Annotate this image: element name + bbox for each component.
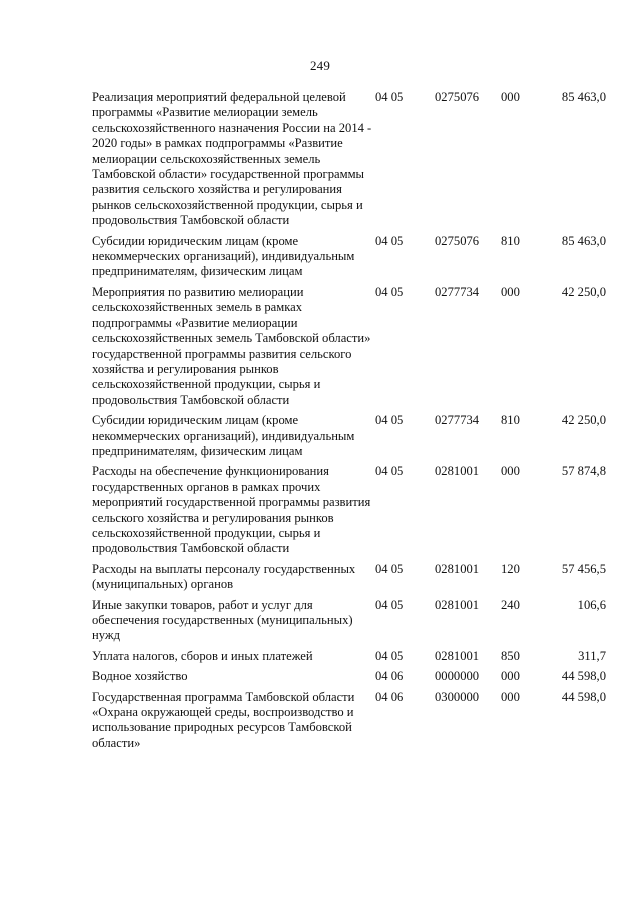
table-row [92,464,606,561]
table-row [92,690,606,757]
row-expense: 000 [501,90,520,104]
row-article: 0300000 [435,689,480,704]
row-section: 04 05 [375,648,404,663]
row-section: 04 05 [375,90,404,104]
row-name: Расходы на обеспечение функционирования государственных органов в рамках прочих мероприятий государственной программы развития сельского хозяйства и регулирования рынков сельскохозяйственной продукции, сырья и продовольствия Тамбовской области [92,464,371,556]
row-section: 04 05 [375,597,404,612]
row-sum: 42 250,0 [561,413,606,428]
row-expense: 240 [501,597,520,612]
row-sum: 85 463,0 [561,233,606,248]
row-section: 04 06 [375,669,404,684]
row-expense: 000 [501,689,520,704]
row-expense: 810 [501,413,520,428]
row-expense: 850 [501,648,520,663]
row-article: 0281001 [435,464,480,479]
row-article: 0000000 [435,669,480,684]
row-section: 04 05 [375,464,404,479]
row-sum: 57 874,8 [561,464,606,479]
row-name: Иные закупки товаров, работ и услуг для обеспечения государственных (муниципальных) нужд [92,597,353,643]
row-sum: 42 250,0 [561,284,606,299]
row-article: 0277734 [435,284,480,299]
row-sum: 85 463,0 [561,90,606,104]
row-name: Уплата налогов, сборов и иных платежей [92,648,313,663]
row-name: Водное хозяйство [92,669,188,684]
row-expense: 000 [501,284,520,299]
row-expense: 000 [501,669,520,684]
row-section: 04 05 [375,561,404,576]
table-row [92,669,606,689]
row-sum: 44 598,0 [561,669,606,684]
row-section: 04 05 [375,284,404,299]
row-article: 0281001 [435,648,480,663]
table-row [92,649,606,669]
row-section: 04 05 [375,413,404,428]
row-sum: 44 598,0 [561,689,606,704]
page-number: 249 [309,58,331,73]
row-sum: 57 456,5 [561,561,606,576]
row-name: Государственная программа Тамбовской области «Охрана окружающей среды, воспроизводство и использование природных ресурсов Тамбовской области» [92,689,355,750]
row-article: 0275076 [435,90,480,104]
row-name: Реализация мероприятий федеральной целевой программы «Развитие мелиорации земель сельскохозяйственного назначения России на 2014 - 2020 годы» в рамках подпрограммы «Развитие мелиорации сельскохозяйственных земель Тамбовской области» государственной программы развития сельского хозяйства и регулирования рынков сельскохозяйственной продукции, сырья и продовольствия Тамбовской области [92,90,372,228]
table-row [92,285,606,413]
row-name: Расходы на выплаты персоналу государственных (муниципальных) органов [92,561,356,592]
table-row [92,90,606,234]
row-article: 0281001 [435,597,480,612]
row-section: 04 06 [375,689,404,704]
row-sum: 106,6 [577,597,606,612]
row-name: Субсидии юридическим лицам (кроме некоммерческих организаций), индивидуальным предпринимателям, физическим лицам [92,233,355,279]
row-expense: 000 [501,464,520,479]
table-row [92,598,606,649]
row-article: 0275076 [435,233,480,248]
row-name: Субсидии юридическим лицам (кроме некоммерческих организаций), индивидуальным предпринимателям, физическим лицам [92,413,355,458]
row-section: 04 05 [375,233,404,248]
budget-table [92,90,606,756]
row-name: Мероприятия по развитию мелиорации сельскохозяйственных земель в рамках подпрограммы «Развитие мелиорации сельскохозяйственных земель Тамбовской области» государственной программы развития сельского хозяйства и регулирования рынков сельскохозяйственной продукции, сырья и продовольствия Тамбовской области [92,284,371,407]
table-row [92,562,606,598]
row-expense: 810 [501,233,520,248]
table-row [92,234,606,285]
table-row [92,413,606,464]
row-sum: 311,7 [578,648,606,663]
row-article: 0281001 [435,561,480,576]
row-article: 0277734 [435,413,480,428]
row-expense: 120 [501,561,520,576]
